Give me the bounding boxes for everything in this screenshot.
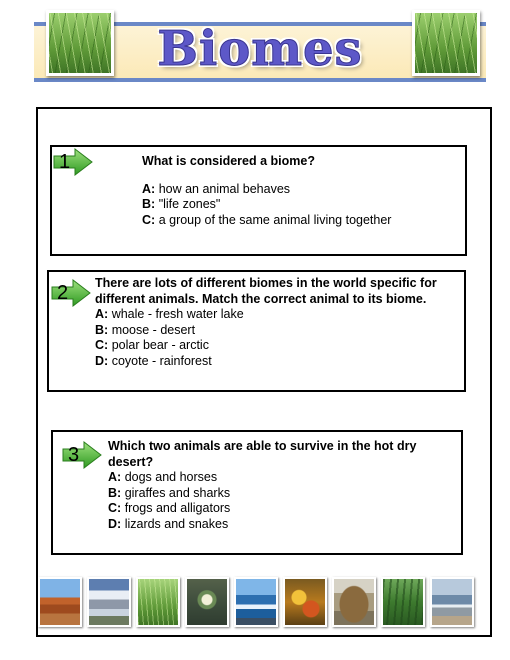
beach-shore-photo [430,577,474,627]
tundra-moss-photo [332,577,376,627]
question-3-content [108,439,458,532]
question-3-prompt: Which two animals are able to survive in the hot dry desert? [108,439,417,469]
snowy-mountain-photo [87,577,131,627]
question-1-prompt: What is considered a biome? [142,154,315,168]
question-2-option-b: B: moose - desert [95,322,196,337]
ocean-wave-photo [234,577,278,627]
question-3-number: 3 [68,444,80,466]
question-1-number: 1 [59,151,71,173]
biome-photo-strip [38,575,482,630]
question-2-option-d: D: coyote - rainforest [95,353,212,368]
grass-photo-left [46,10,114,76]
question-1-content [142,154,452,228]
rainforest-photo [381,577,425,627]
question-3-option-a: A: dogs and horses [108,470,218,484]
question-2-option-a: A: whale - fresh water lake [95,307,244,321]
question-2-content [95,276,463,369]
question-1-option-b: B: "life zones" [142,197,221,211]
desert-rock-photo [38,577,82,627]
grassland-photo [136,577,180,627]
question-2-option-c: C: polar bear - arctic [95,338,209,352]
grass-photo-right [412,10,480,76]
autumn-leaves-photo [283,577,327,627]
question-2-prompt: There are lots of different biomes in the world specific for different animals. Match the correct animal to its biome. [95,276,437,306]
question-3-arrow [62,441,102,469]
question-1-option-a: A: how an animal behaves [142,181,291,196]
question-1-arrow [53,148,93,176]
question-3-option-c: C: frogs and alligators [108,501,231,515]
page-title: Biomes [157,21,363,77]
question-3-option-b: B: giraffes and sharks [108,485,231,500]
question-2-arrow [51,279,91,307]
question-2-number: 2 [57,282,69,304]
question-1-option-c: C: a group of the same animal living together [142,212,392,227]
question-3-option-d: D: lizards and snakes [108,516,229,531]
header-banner [30,8,490,88]
pond-lily-photo [185,577,229,627]
